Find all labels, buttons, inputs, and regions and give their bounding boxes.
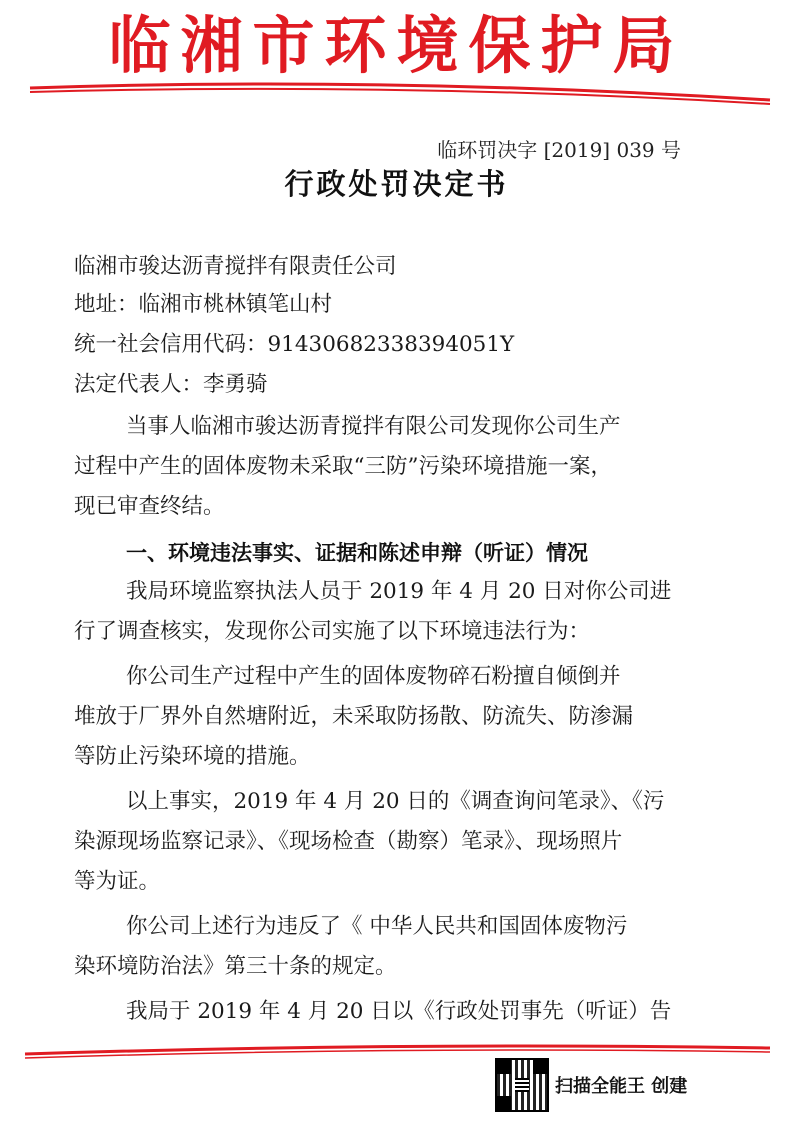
body-line: 行了调查核实，发现你公司实施了以下环境违法行为： xyxy=(74,619,591,644)
body-line: 染源现场监察记录》、《现场检查（勘察）笔录》、现场照片 xyxy=(74,829,623,854)
intro-line: 过程中产生的固体废物未采取“三防”污染环境措施一案， xyxy=(74,454,612,479)
qr-code-icon xyxy=(495,1058,549,1112)
party-legal-rep: 法定代表人：李勇骑 xyxy=(74,372,268,397)
party-address: 地址：临湘市桃林镇笔山村 xyxy=(74,292,333,317)
party-credit-code: 统一社会信用代码：91430682338394051Y xyxy=(74,332,515,357)
body-line: 等为证。 xyxy=(74,869,161,894)
body-line: 以上事实，2019 年 4 月 20 日的《调查询问笔录》、《污 xyxy=(126,789,665,814)
party-name: 临湘市骏达沥青搅拌有限责任公司 xyxy=(74,254,397,279)
document-number: 临环罚决字 [2019] 039 号 xyxy=(437,138,681,162)
body-line: 我局于 2019 年 4 月 20 日以《行政处罚事先（听证）告 xyxy=(126,999,672,1024)
scanner-watermark: 扫描全能王 创建 xyxy=(555,1076,688,1097)
section-heading: 一、环境违法事实、证据和陈述申辩（听证）情况 xyxy=(126,541,588,565)
body-line: 等防止污染环境的措施。 xyxy=(74,744,311,769)
body-line: 我局环境监察执法人员于 2019 年 4 月 20 日对你公司进 xyxy=(126,579,672,604)
header-swoosh xyxy=(0,78,793,118)
body-line: 染环境防治法》第三十条的规定。 xyxy=(74,954,397,979)
footer-rule xyxy=(0,1040,793,1062)
document-title: 行政处罚决定书 xyxy=(284,167,509,201)
intro-line: 现已审查终结。 xyxy=(74,494,225,519)
intro-line: 当事人临湘市骏达沥青搅拌有限公司发现你公司生产 xyxy=(126,414,621,439)
body-line: 你公司上述行为违反了《 中华人民共和国固体废物污 xyxy=(126,914,628,939)
body-line: 你公司生产过程中产生的固体废物碎石粉擅自倾倒并 xyxy=(126,664,621,689)
org-title: 临湘市环境保护局 xyxy=(108,9,685,82)
body-line: 堆放于厂界外自然塘附近，未采取防扬散、防流失、防渗漏 xyxy=(74,704,634,729)
